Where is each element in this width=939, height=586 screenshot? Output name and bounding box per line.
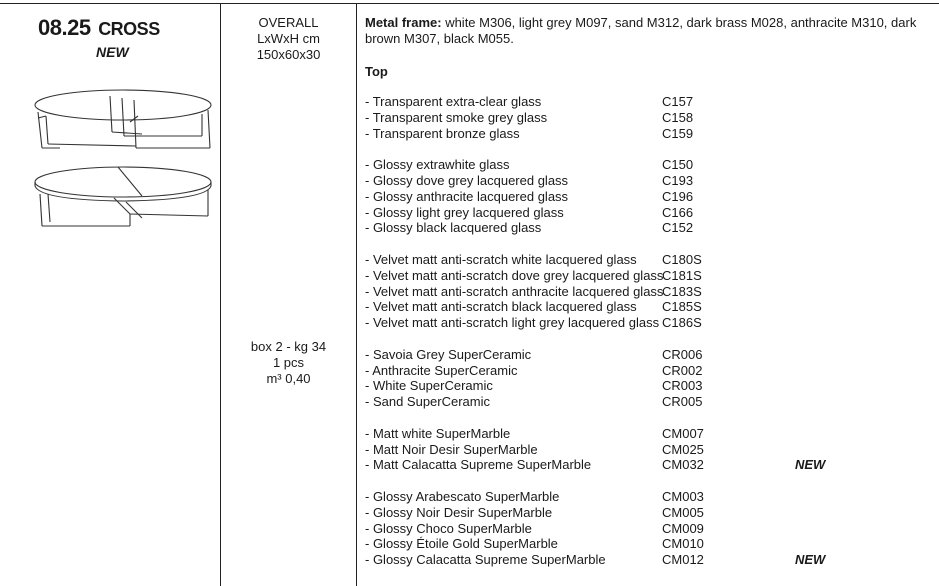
finish-label: - Glossy dove grey lacquered glass: [365, 172, 569, 188]
top-heading: Top: [365, 64, 388, 79]
finish-code: CM010: [662, 536, 704, 552]
finish-label: - Velvet matt anti-scratch dove grey lacquered glass: [365, 267, 664, 283]
finish-row: [365, 126, 935, 142]
finish-label: - Glossy Étoile Gold SuperMarble: [365, 536, 558, 552]
finish-row: [365, 299, 935, 315]
finish-group: [365, 94, 935, 141]
finish-code: C186S: [662, 315, 702, 331]
finish-row: [365, 347, 935, 363]
finish-label: - Transparent extra-clear glass: [365, 94, 542, 109]
finish-label: - Glossy black lacquered glass: [365, 220, 542, 236]
product-title: [38, 15, 160, 41]
metal-frame-label: Metal frame:: [365, 15, 442, 30]
dimensions-value: 150x60x30: [256, 47, 321, 62]
packaging-pieces: 1 pcs: [272, 355, 305, 370]
finish-label: - Glossy Calacatta Supreme SuperMarble: [365, 552, 606, 568]
finish-label: - Velvet matt anti-scratch black lacquered glass: [365, 299, 637, 315]
finish-row: [365, 205, 935, 221]
finish-code: CM032: [662, 457, 704, 473]
finish-code: C157: [662, 94, 694, 109]
finish-row: [365, 378, 935, 394]
finish-label: - Velvet matt anti-scratch anthracite lacquered glass: [365, 283, 664, 299]
dimensions-block: [221, 15, 356, 63]
new-badge: NEW: [96, 44, 129, 60]
column-divider-right: [356, 3, 357, 586]
finish-row: [365, 252, 935, 268]
finish-row: [365, 110, 935, 126]
finish-label: - White SuperCeramic: [365, 378, 493, 394]
finish-label: - Matt Calacatta Supreme SuperMarble: [365, 457, 592, 473]
finish-row: [365, 521, 935, 537]
finish-label: - Glossy Arabescato SuperMarble: [365, 488, 560, 504]
finish-row: [365, 489, 935, 505]
finish-code: C150: [662, 157, 694, 173]
solid-table-drawing: [35, 167, 211, 226]
finish-row: [365, 220, 935, 236]
finish-code: CM005: [662, 504, 704, 520]
metal-frame-text: white M306, light grey M097, sand M312, dark brass M028, anthracite M310, dark brown M307, black M055.: [365, 15, 917, 46]
finish-code: C159: [662, 125, 694, 141]
top-rule: [0, 3, 939, 4]
finish-label: - Velvet matt anti-scratch light grey lacquered glass: [365, 315, 660, 331]
finish-label: - Glossy light grey lacquered glass: [365, 204, 564, 220]
finish-label: - Velvet matt anti-scratch white lacquered glass: [365, 251, 637, 267]
packaging-volume: m³ 0,40: [266, 371, 311, 386]
finish-code: C180S: [662, 251, 702, 267]
product-name: CROSS: [98, 19, 160, 39]
finish-label: - Glossy Choco SuperMarble: [365, 520, 532, 536]
column-divider-left: [220, 3, 221, 586]
finish-row: [365, 536, 935, 552]
finish-label: - Glossy anthracite lacquered glass: [365, 188, 569, 204]
finish-code: C183S: [662, 283, 702, 299]
finish-row: [365, 505, 935, 521]
finish-code: CR006: [662, 346, 703, 362]
finish-label: - Glossy Noir Desir SuperMarble: [365, 504, 553, 520]
finish-row: [365, 189, 935, 205]
finish-code: CM012: [662, 552, 704, 568]
finish-code: C185S: [662, 299, 702, 315]
finish-row: [365, 94, 935, 110]
finish-code: CM009: [662, 520, 704, 536]
finish-group: [365, 489, 935, 568]
finish-label: - Matt Noir Desir SuperMarble: [365, 441, 538, 457]
solid-top-ellipse: [35, 167, 211, 197]
dimensions-label: OVERALL: [258, 15, 319, 30]
finish-label: - Sand SuperCeramic: [365, 394, 490, 410]
finish-code: C166: [662, 204, 694, 220]
finish-code: C181S: [662, 267, 702, 283]
finish-row: [365, 457, 935, 473]
finish-row: [365, 426, 935, 442]
dimensions-unit: LxWxH cm: [257, 31, 320, 46]
finish-row: [365, 315, 935, 331]
finish-new-badge: NEW: [795, 457, 826, 473]
finish-code: CM025: [662, 441, 704, 457]
top-finishes-list: [365, 94, 935, 584]
finish-code: CR002: [662, 362, 703, 378]
finish-row: [365, 442, 935, 458]
finish-label: - Glossy extrawhite glass: [365, 157, 510, 173]
finish-group: [365, 252, 935, 331]
finish-code: CM003: [662, 488, 704, 504]
finish-label: - Anthracite SuperCeramic: [365, 362, 518, 378]
finish-group: [365, 157, 935, 236]
finish-group: [365, 426, 935, 473]
product-code: 08.25: [38, 15, 91, 40]
packaging-block: [221, 339, 356, 387]
finish-code: CR003: [662, 378, 703, 394]
finish-group: [365, 347, 935, 410]
finish-code: C158: [662, 109, 694, 125]
finish-code: C193: [662, 172, 694, 188]
finish-new-badge: NEW: [795, 552, 826, 568]
finish-row: [365, 284, 935, 300]
finish-row: [365, 268, 935, 284]
finish-code: C196: [662, 188, 694, 204]
finish-label: - Transparent smoke grey glass: [365, 109, 548, 125]
finish-code: CM007: [662, 425, 704, 441]
finish-row: [365, 363, 935, 379]
finish-code: CR005: [662, 394, 703, 410]
finish-code: C152: [662, 220, 694, 236]
finish-row: [365, 394, 935, 410]
packaging-box: box 2 - kg 34: [250, 339, 327, 354]
finish-label: - Savoia Grey SuperCeramic: [365, 346, 532, 362]
finish-label: - Matt white SuperMarble: [365, 425, 511, 441]
finish-row: [365, 157, 935, 173]
glass-table-drawing: [35, 90, 211, 148]
finish-label: - Transparent bronze glass: [365, 125, 520, 141]
table-illustration: [30, 86, 216, 236]
finish-row: [365, 173, 935, 189]
finish-row: [365, 552, 935, 568]
metal-frame-finishes: [365, 15, 925, 47]
